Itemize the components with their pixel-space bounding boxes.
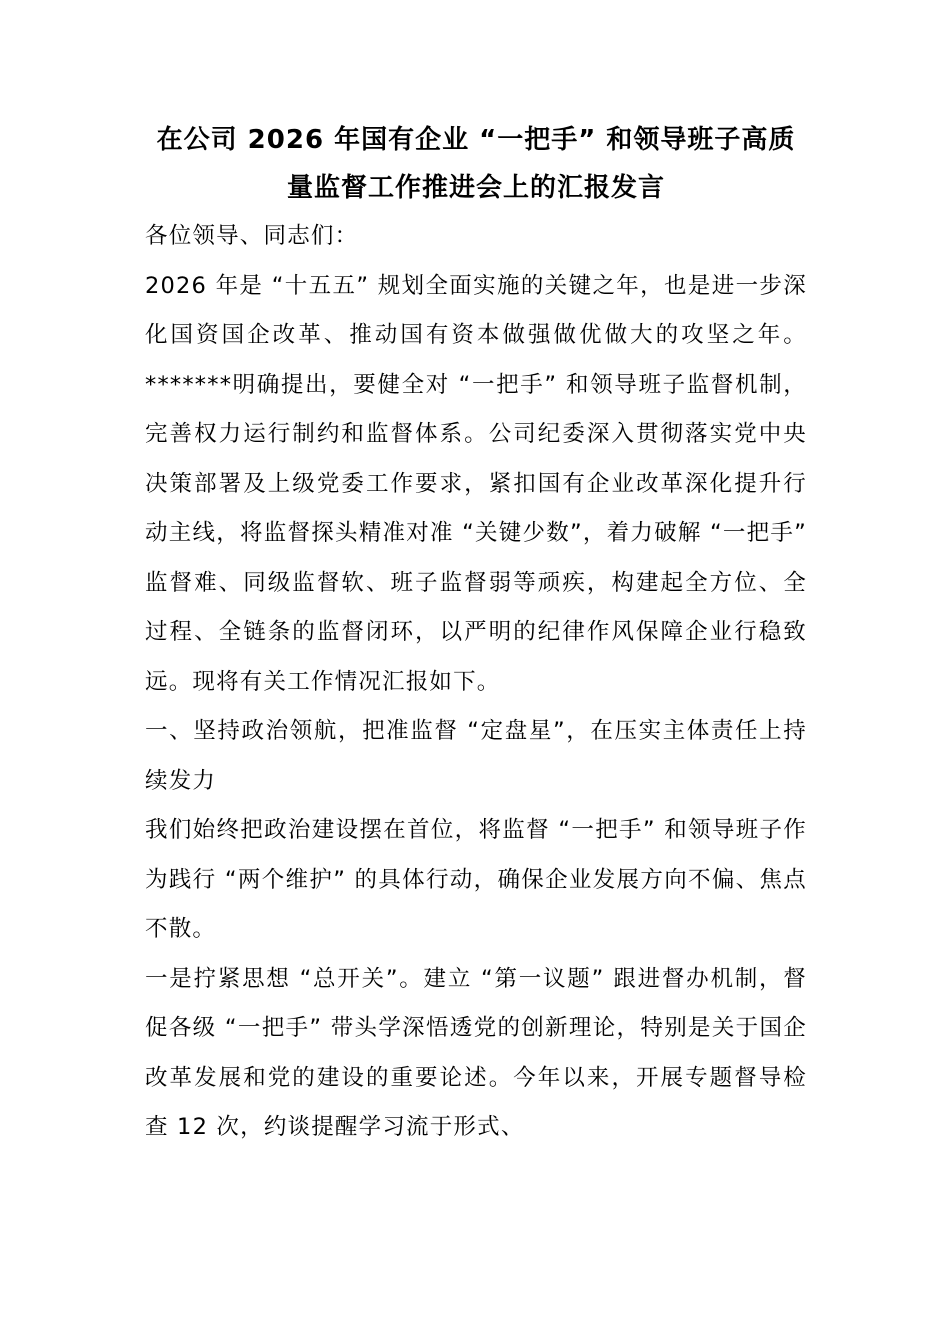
document-body: [145, 116, 807, 1153]
section-1-paragraph: 我们始终把政治建设摆在首位，将监督 “一把手” 和领导班子作为践行 “两个维护” 的具体行动，确保企业发展方向不偏、焦点不散。: [145, 817, 807, 942]
section-heading-1: 一、坚持政治领航，把准监督 “定盘星”，在压实主体责任上持续发力: [145, 718, 807, 794]
document-title: 在公司 2026 年国有企业 “一把手” 和领导班子高质量监督工作推进会上的汇报发言: [156, 125, 796, 203]
salutation: 各位领导、同志们：: [145, 223, 359, 249]
intro-paragraph: 2026 年是 “十五五” 规划全面实施的关键之年，也是进一步深化国资国企改革、推动国有资本做强做优做大的攻坚之年。*******明确提出，要健全对 “一把手” 和领导班子监督机制，完善权力运行制约和监督体系。公司纪委深入贯彻落实党中央决策部署及上级党委工作要求，紧扣国有企业改革深化提升行动主线，将监督探头精准对准 “关键少数”，着力破解 “一把手” 监督难、同级监督软、班子监督弱等顽疾，构建起全方位、全过程、全链条的监督闭环，以严明的纪律作风保障企业行稳致远。现将有关工作情况汇报如下。: [145, 272, 807, 695]
section-1-point-1-paragraph: 一是拧紧思想 “总开关”。建立 “第一议题” 跟进督办机制，督促各级 “一把手” 带头学深悟透党的创新理论，特别是关于国企改革发展和党的建设的重要论述。今年以来，开展专题督导检查 12 次，约谈提醒学习流于形式、: [145, 965, 807, 1140]
